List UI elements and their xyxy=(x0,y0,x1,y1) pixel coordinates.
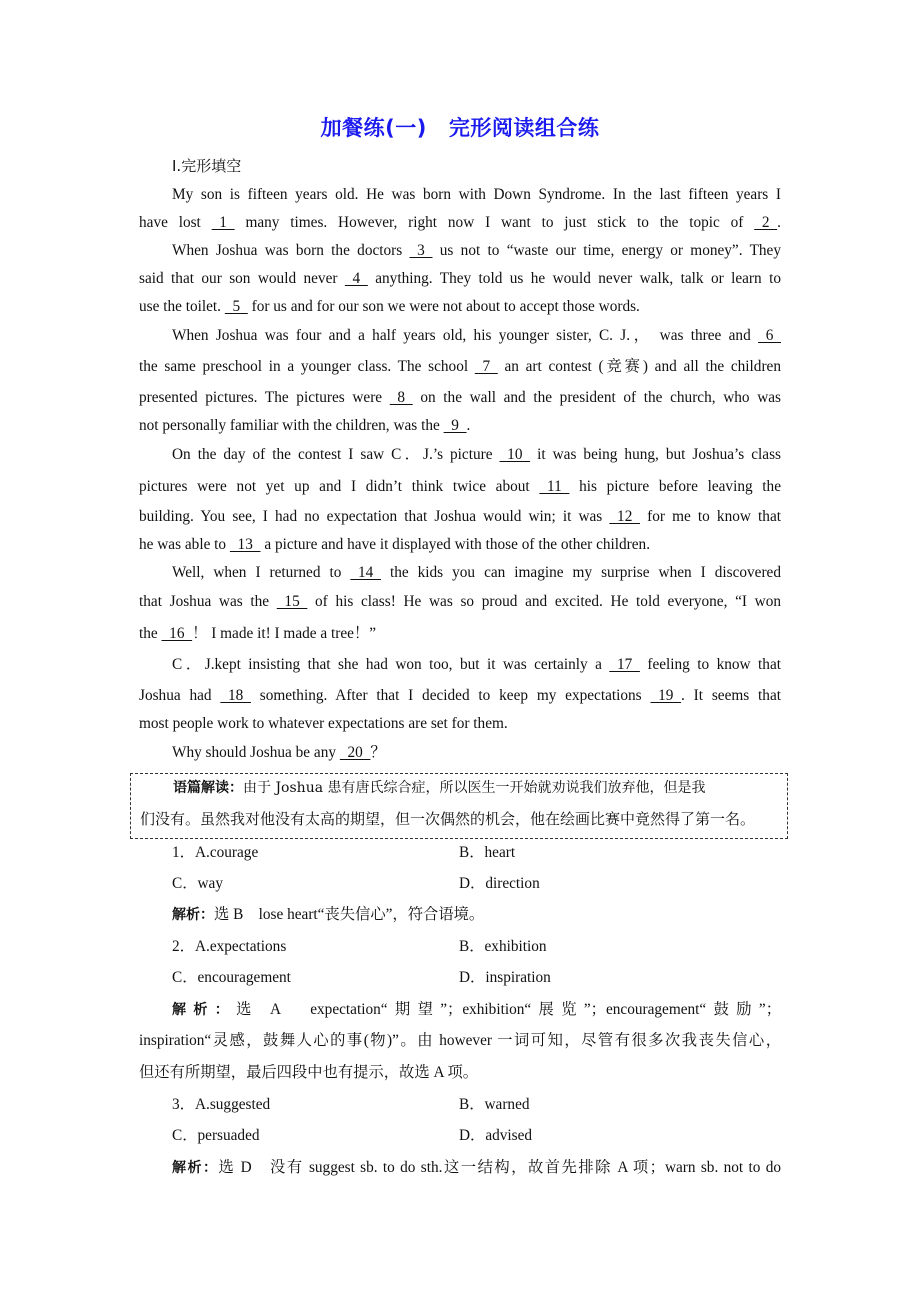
blank-8: 8 xyxy=(389,389,413,406)
passage-line: have lost 1 many times. However, right now I want to just stick to the topic of 2 . xyxy=(139,214,781,231)
blank-16: 16 xyxy=(161,625,193,642)
reading-note-label: 语篇解读： xyxy=(173,780,243,796)
question-3-option-a: 3．A.suggested xyxy=(172,1096,271,1113)
passage-line: pictures were not yet up and I didn’t think twice about 11 his picture before leaving the xyxy=(139,478,781,495)
passage-line: said that our son would never 4 anything. They told us he would never walk, talk or learn to xyxy=(139,270,781,287)
question-1-option-b: B．heart xyxy=(459,844,516,861)
passage-line: the 16 ！ I made it! I made a tree！” xyxy=(139,625,377,642)
blank-19: 19 xyxy=(650,687,682,704)
question-3-option-d: D．advised xyxy=(459,1127,533,1144)
question-3-option-c: C．persuaded xyxy=(172,1127,260,1144)
blank-9: 9 xyxy=(443,417,467,434)
question-2-option-b: B．exhibition xyxy=(459,938,547,955)
blank-15: 15 xyxy=(276,593,308,610)
question-2-analysis-line1: 解析：选 A expectation“期望”；exhibition“展览”；encouragement“鼓励”； xyxy=(172,1001,781,1018)
blank-2: 2 xyxy=(754,214,778,231)
passage-line: When Joshua was born the doctors 3 us not to “waste our time, energy or money”. They xyxy=(172,242,782,259)
passage-line: presented pictures. The pictures were 8 on the wall and the president of the church, who was xyxy=(139,389,781,406)
blank-18: 18 xyxy=(220,687,251,704)
question-2-option-a: 2．A.expectations xyxy=(172,938,287,955)
question-2-analysis-line2: inspiration“灵感，鼓舞人心的事(物)”。由 however 一词可知，尽管有很多次我丧失信心， xyxy=(139,1032,781,1049)
passage-line: C．J.kept insisting that she had won too, but it was certainly a 17 feeling to know that xyxy=(172,656,781,673)
question-2-option-d: D．inspiration xyxy=(459,969,551,986)
passage-line: most people work to whatever expectations are set for them. xyxy=(139,715,508,732)
blank-17: 17 xyxy=(609,656,640,673)
question-1-option-d: D．direction xyxy=(459,875,540,892)
reading-note-box xyxy=(130,773,788,839)
passage-line: Well, when I returned to 14 the kids you can imagine my surprise when I discovered xyxy=(172,564,781,581)
passage-line: On the day of the contest I saw C．J.’s picture 10 it was being hung, but Joshua’s class xyxy=(172,446,781,463)
reading-note-line1: 语篇解读：由于 Joshua 患有唐氏综合症，所以医生一开始就劝说我们放弃他，但是我 xyxy=(173,780,706,796)
passage-line: the same preschool in a younger class. The school 7 an art contest (竞赛) and all the children xyxy=(139,358,781,375)
blank-11: 11 xyxy=(539,478,570,495)
reading-note-line2: 们没有。虽然我对他没有太高的期望，但一次偶然的机会，他在绘画比赛中竟然得了第一名。 xyxy=(140,810,756,828)
question-3-analysis: 解析：选 D 没有 suggest sb. to do sth.这一结构，故首先排除 A 项；warn sb. not to do xyxy=(172,1159,782,1176)
question-1-analysis: 解析：选 B lose heart“丧失信心”，符合语境。 xyxy=(172,906,485,923)
question-2-option-c: C．encouragement xyxy=(172,969,291,986)
passage-line: Why should Joshua be any 20 ？ xyxy=(172,744,386,761)
passage-line: building. You see, I had no expectation that Joshua would win; it was 12 for me to know that xyxy=(139,508,781,525)
passage-line: My son is fifteen years old. He was born with Down Syndrome. In the last fifteen years I xyxy=(172,186,781,203)
blank-10: 10 xyxy=(499,446,531,463)
blank-13: 13 xyxy=(229,536,261,553)
title-part2: 完形阅读组合练 xyxy=(448,116,600,140)
blank-3: 3 xyxy=(409,242,433,259)
blank-7: 7 xyxy=(474,358,498,375)
section-heading: Ⅰ.完形填空 xyxy=(172,157,242,175)
passage-line: that Joshua was the 15 of his class! He was so proud and excited. He told everyone, “I won xyxy=(139,593,781,610)
blank-1: 1 xyxy=(211,214,235,231)
blank-14: 14 xyxy=(350,564,381,581)
passage-line: not personally familiar with the children, was the 9 . xyxy=(139,417,471,434)
question-1-option-a: 1．A.courage xyxy=(172,844,259,861)
blank-12: 12 xyxy=(609,508,640,525)
passage-line: Joshua had 18 something. After that I decided to keep my expectations 19 . It seems that xyxy=(139,687,781,704)
page-title xyxy=(0,112,920,142)
question-1-option-c: C．way xyxy=(172,875,223,892)
blank-5: 5 xyxy=(224,298,248,315)
blank-6: 6 xyxy=(758,327,781,344)
passage-line: When Joshua was four and a half years old, his younger sister, C. J.， was three and 6 xyxy=(172,327,781,344)
blank-4: 4 xyxy=(344,270,368,287)
passage-line: use the toilet. 5 for us and for our son we were not about to accept those words. xyxy=(139,298,640,315)
blank-20: 20 xyxy=(339,744,371,761)
question-3-option-b: B．warned xyxy=(459,1096,530,1113)
question-2-analysis-line3: 但还有所期望，最后四段中也有提示，故选 A 项。 xyxy=(139,1064,479,1081)
passage-line: he was able to 13 a picture and have it displayed with those of the other children. xyxy=(139,536,651,553)
title-part1: 加餐练(一) xyxy=(320,116,427,140)
